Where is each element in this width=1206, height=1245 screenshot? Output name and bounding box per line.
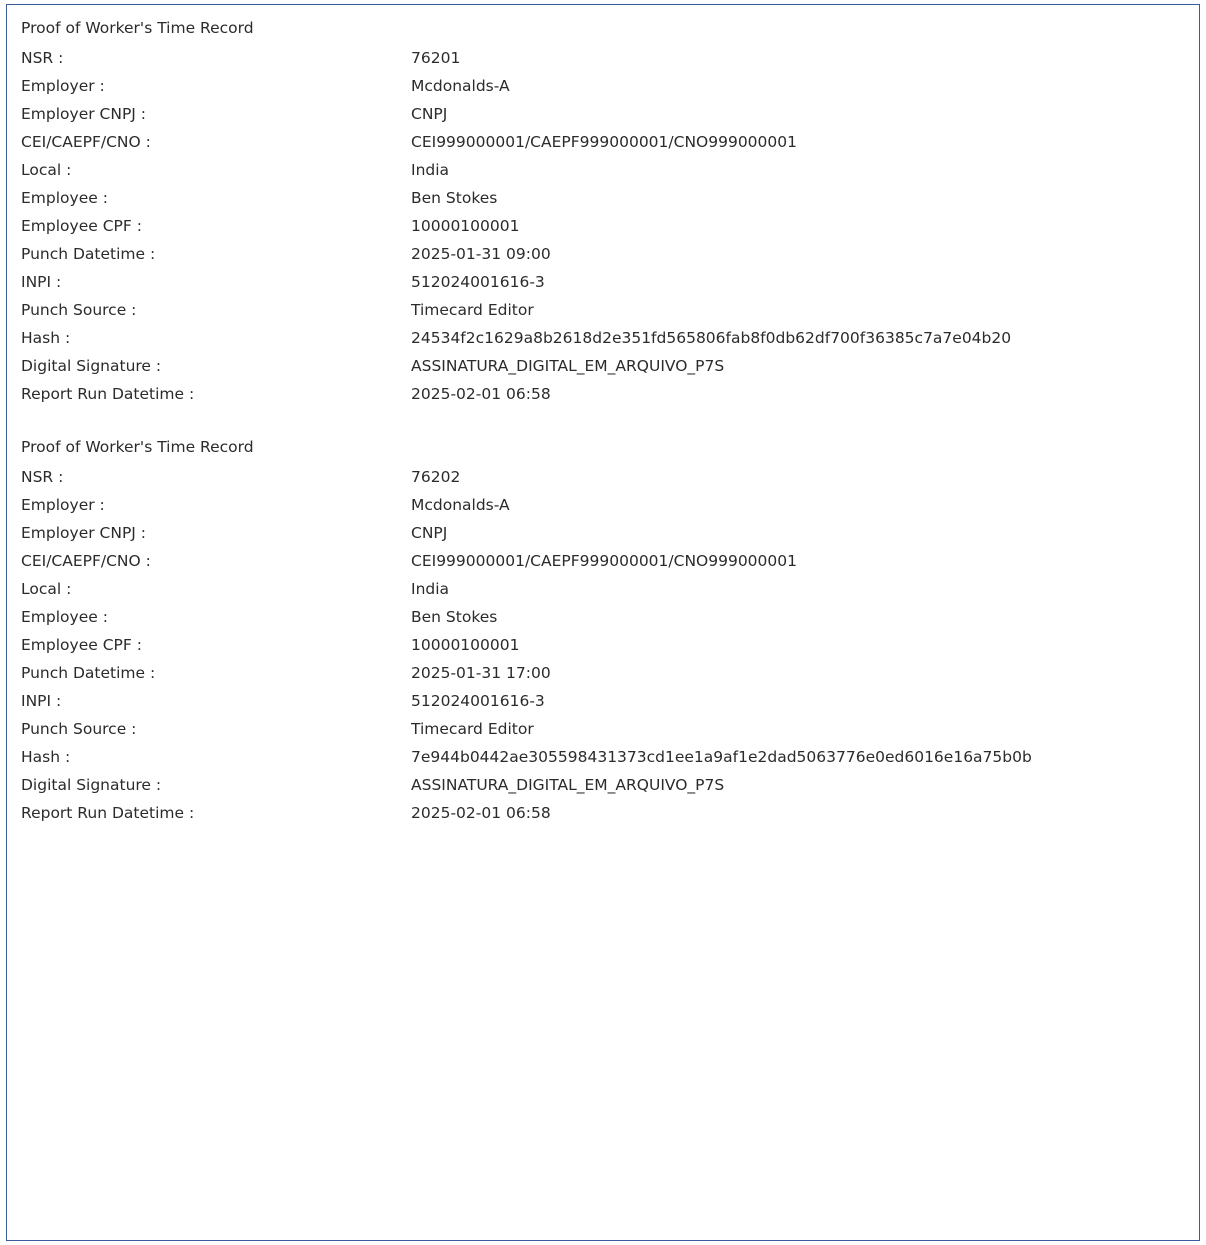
field-value-hash: 7e944b0442ae305598431373cd1ee1a9af1e2dad5063776e0ed6016e16a75b0b — [411, 748, 1032, 766]
field-row-report-run-datetime — [21, 799, 1185, 827]
field-row-local — [21, 156, 1185, 184]
field-row-employee-cpf — [21, 212, 1185, 240]
field-row-digital-signature — [21, 771, 1185, 799]
field-value-employer-cnpj: CNPJ — [411, 105, 448, 123]
field-row-punch-source — [21, 715, 1185, 743]
field-value-employer: Mcdonalds-A — [411, 77, 510, 95]
field-row-nsr — [21, 44, 1185, 72]
field-row-cei-caepf-cno — [21, 128, 1185, 156]
field-value-cei-caepf-cno: CEI999000001/CAEPF999000001/CNO999000001 — [411, 133, 797, 151]
field-label-employer-cnpj: Employer CNPJ : — [21, 105, 147, 123]
time-record-document — [6, 4, 1200, 1241]
field-row-hash — [21, 324, 1185, 352]
field-row-punch-datetime — [21, 240, 1185, 268]
field-value-nsr: 76202 — [411, 468, 461, 486]
field-value-employee-cpf: 10000100001 — [411, 217, 520, 235]
field-value-employer: Mcdonalds-A — [411, 496, 510, 514]
field-label-cei-caepf-cno: CEI/CAEPF/CNO : — [21, 133, 151, 151]
field-value-hash: 24534f2c1629a8b2618d2e351fd565806fab8f0db62df700f36385c7a7e04b20 — [411, 329, 1012, 347]
field-row-employee-cpf — [21, 631, 1185, 659]
field-label-nsr: NSR : — [21, 468, 64, 486]
field-value-digital-signature: ASSINATURA_DIGITAL_EM_ARQUIVO_P7S — [411, 357, 725, 375]
field-label-punch-source: Punch Source : — [21, 301, 137, 319]
field-label-employer: Employer : — [21, 496, 105, 514]
field-value-report-run-datetime: 2025-02-01 06:58 — [411, 804, 551, 822]
field-row-employer-cnpj — [21, 519, 1185, 547]
field-value-cei-caepf-cno: CEI999000001/CAEPF999000001/CNO999000001 — [411, 552, 797, 570]
field-value-punch-datetime: 2025-01-31 17:00 — [411, 664, 551, 682]
field-row-employee — [21, 603, 1185, 631]
field-row-punch-source — [21, 296, 1185, 324]
field-label-hash: Hash : — [21, 329, 71, 347]
field-label-digital-signature: Digital Signature : — [21, 776, 162, 794]
field-value-local: India — [411, 580, 450, 598]
field-label-report-run-datetime: Report Run Datetime : — [21, 385, 195, 403]
field-row-cei-caepf-cno — [21, 547, 1185, 575]
field-label-punch-datetime: Punch Datetime : — [21, 245, 156, 263]
field-label-employee-cpf: Employee CPF : — [21, 636, 142, 654]
field-value-nsr: 76201 — [411, 49, 461, 67]
field-row-digital-signature — [21, 352, 1185, 380]
field-label-cei-caepf-cno: CEI/CAEPF/CNO : — [21, 552, 151, 570]
field-row-report-run-datetime — [21, 380, 1185, 408]
field-row-employee — [21, 184, 1185, 212]
field-row-nsr — [21, 463, 1185, 491]
field-value-inpi: 512024001616-3 — [411, 692, 545, 710]
field-label-inpi: INPI : — [21, 692, 62, 710]
field-row-punch-datetime — [21, 659, 1185, 687]
time-record-block-2 — [21, 434, 1185, 827]
field-value-employee: Ben Stokes — [411, 608, 498, 626]
field-label-report-run-datetime: Report Run Datetime : — [21, 804, 195, 822]
field-value-inpi: 512024001616-3 — [411, 273, 545, 291]
field-label-employee: Employee : — [21, 189, 108, 207]
field-label-nsr: NSR : — [21, 49, 64, 67]
field-row-inpi — [21, 268, 1185, 296]
field-row-local — [21, 575, 1185, 603]
field-value-employer-cnpj: CNPJ — [411, 524, 448, 542]
record-title: Proof of Worker's Time Record — [21, 438, 254, 456]
field-value-digital-signature: ASSINATURA_DIGITAL_EM_ARQUIVO_P7S — [411, 776, 725, 794]
time-record-block-1 — [21, 15, 1185, 408]
field-row-inpi — [21, 687, 1185, 715]
field-label-punch-source: Punch Source : — [21, 720, 137, 738]
field-label-digital-signature: Digital Signature : — [21, 357, 162, 375]
field-value-report-run-datetime: 2025-02-01 06:58 — [411, 385, 551, 403]
field-label-local: Local : — [21, 161, 72, 179]
field-value-local: India — [411, 161, 450, 179]
field-value-punch-datetime: 2025-01-31 09:00 — [411, 245, 551, 263]
field-label-employee-cpf: Employee CPF : — [21, 217, 142, 235]
field-label-inpi: INPI : — [21, 273, 62, 291]
field-label-hash: Hash : — [21, 748, 71, 766]
field-row-hash — [21, 743, 1185, 771]
record-title: Proof of Worker's Time Record — [21, 19, 254, 37]
field-row-employer — [21, 491, 1185, 519]
record-separator — [21, 408, 1185, 434]
field-label-local: Local : — [21, 580, 72, 598]
field-label-punch-datetime: Punch Datetime : — [21, 664, 156, 682]
field-label-employer: Employer : — [21, 77, 105, 95]
field-value-punch-source: Timecard Editor — [411, 301, 534, 319]
field-row-employer-cnpj — [21, 100, 1185, 128]
field-label-employee: Employee : — [21, 608, 108, 626]
field-value-punch-source: Timecard Editor — [411, 720, 534, 738]
field-row-employer — [21, 72, 1185, 100]
field-value-employee: Ben Stokes — [411, 189, 498, 207]
field-value-employee-cpf: 10000100001 — [411, 636, 520, 654]
field-label-employer-cnpj: Employer CNPJ : — [21, 524, 147, 542]
